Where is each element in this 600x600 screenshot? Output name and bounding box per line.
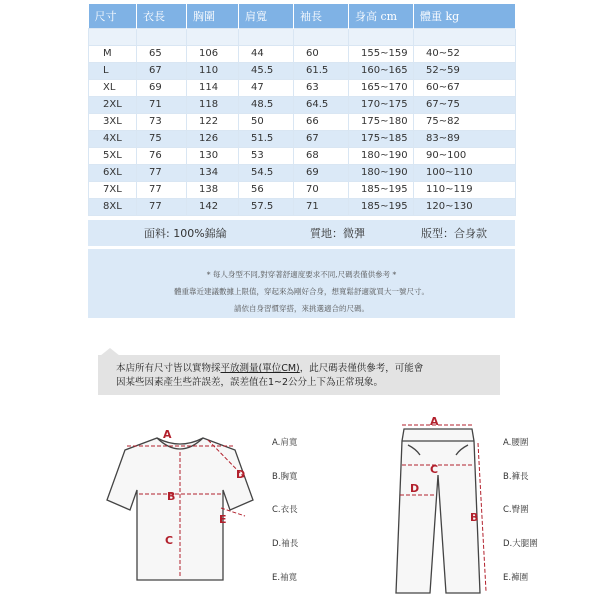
table-cell: 61.5	[294, 62, 349, 79]
table-row	[89, 62, 516, 79]
marker-d: D	[236, 468, 246, 481]
table-row	[89, 113, 516, 130]
table-cell: 118	[187, 96, 239, 113]
table-cell: 175~180	[349, 113, 414, 130]
size-chart	[88, 4, 515, 318]
fabric-info	[88, 216, 515, 246]
table-row	[89, 164, 516, 181]
table-cell: 63	[294, 79, 349, 96]
table-cell: 175~185	[349, 130, 414, 147]
table-cell: 65	[137, 45, 187, 62]
table-cell: 77	[137, 198, 187, 215]
marker-d: D	[410, 482, 420, 495]
measurement-disclaimer	[98, 355, 500, 395]
table-cell: 73	[137, 113, 187, 130]
table-cell: 142	[187, 198, 239, 215]
table-row	[89, 147, 516, 164]
size-cell: 7XL	[89, 181, 137, 198]
table-cell: 185~195	[349, 198, 414, 215]
table-cell: 110	[187, 62, 239, 79]
table-cell: 170~175	[349, 96, 414, 113]
header-sleeve: 袖長	[294, 4, 349, 28]
marker-b: B	[470, 511, 479, 524]
note-line: 請依自身習慣穿搭，來挑選適合的尺碼。	[234, 303, 369, 313]
pants-legend-e: E.褲圍	[503, 573, 529, 583]
table-cell: 106	[187, 45, 239, 62]
table-cell: 57.5	[239, 198, 294, 215]
header-height: 身高 cm	[349, 4, 414, 28]
fabric-fit: 版型：合身款	[421, 226, 487, 240]
size-cell: M	[89, 45, 137, 62]
marker-c: C	[430, 463, 439, 476]
table-cell: 48.5	[239, 96, 294, 113]
pants-outline	[396, 429, 480, 593]
table-cell: 122	[187, 113, 239, 130]
table-cell: 160~165	[349, 62, 414, 79]
marker-c: C	[165, 534, 174, 547]
table-row	[89, 198, 516, 215]
table-cell: 90~100	[414, 147, 516, 164]
table-header-row	[89, 4, 516, 28]
table-cell: 71	[137, 96, 187, 113]
table-row	[89, 79, 516, 96]
header-size: 尺寸	[89, 4, 137, 28]
shirt-legend-a: A.肩寬	[272, 438, 298, 448]
header-weight: 體重 kg	[414, 4, 516, 28]
table-cell: 165~170	[349, 79, 414, 96]
size-cell: 2XL	[89, 96, 137, 113]
table-cell: 100~110	[414, 164, 516, 181]
table-cell: 64.5	[294, 96, 349, 113]
size-cell: 8XL	[89, 198, 137, 215]
table-spacer-row	[89, 28, 516, 45]
marker-e: E	[219, 513, 227, 526]
table-cell: 40~52	[414, 45, 516, 62]
table-cell: 75	[137, 130, 187, 147]
fabric-material: 面料: 100%錦綸	[144, 226, 227, 240]
table-cell: 52~59	[414, 62, 516, 79]
table-cell: 66	[294, 113, 349, 130]
marker-a: A	[430, 415, 439, 428]
table-row	[89, 96, 516, 113]
table-cell: 77	[137, 181, 187, 198]
shirt-legend-b: B.胸寬	[272, 472, 298, 482]
size-cell: L	[89, 62, 137, 79]
marker-b: B	[167, 490, 176, 503]
fabric-texture: 質地：微彈	[310, 226, 365, 240]
table-cell: 130	[187, 147, 239, 164]
size-cell: 6XL	[89, 164, 137, 181]
size-table	[88, 4, 516, 216]
table-cell: 180~190	[349, 147, 414, 164]
table-cell: 44	[239, 45, 294, 62]
table-cell: 60~67	[414, 79, 516, 96]
table-cell: 180~190	[349, 164, 414, 181]
header-shoulder: 肩寬	[239, 4, 294, 28]
table-cell: 134	[187, 164, 239, 181]
table-cell: 83~89	[414, 130, 516, 147]
table-cell: 69	[137, 79, 187, 96]
size-cell: 4XL	[89, 130, 137, 147]
table-cell: 54.5	[239, 164, 294, 181]
table-cell: 47	[239, 79, 294, 96]
table-row	[89, 130, 516, 147]
table-row	[89, 181, 516, 198]
table-cell: 67	[294, 130, 349, 147]
table-cell: 67	[137, 62, 187, 79]
table-cell: 51.5	[239, 130, 294, 147]
table-cell: 68	[294, 147, 349, 164]
disclaimer-text: 本店所有尺寸皆以實物採	[116, 363, 221, 374]
pants-legend-b: B.褲長	[503, 472, 529, 482]
header-length: 衣長	[137, 4, 187, 28]
pants-legend-a: A.腰圍	[503, 438, 529, 448]
disclaimer-text: ，此尺碼表僅供參考，可能會	[299, 363, 424, 374]
disclaimer-unit: 平放測量(單位CM)	[220, 363, 300, 374]
table-cell: 56	[239, 181, 294, 198]
shirt-legend-e: E.袖寬	[272, 573, 298, 583]
table-cell: 60	[294, 45, 349, 62]
note-line: 體重靠近建議數據上限值，穿起來為剛好合身，想寬鬆舒適就買大一號尺寸。	[174, 286, 429, 296]
table-cell: 45.5	[239, 62, 294, 79]
table-cell: 71	[294, 198, 349, 215]
shirt-legend-c: C.衣長	[272, 505, 298, 515]
size-notes	[88, 246, 515, 318]
shirt-legend-d: D.袖長	[272, 539, 299, 549]
table-cell: 77	[137, 164, 187, 181]
size-cell: 3XL	[89, 113, 137, 130]
table-cell: 70	[294, 181, 349, 198]
pants-legend-c: C.臀圍	[503, 505, 529, 515]
table-cell: 138	[187, 181, 239, 198]
table-cell: 155~159	[349, 45, 414, 62]
table-cell: 75~82	[414, 113, 516, 130]
size-cell: 5XL	[89, 147, 137, 164]
table-cell: 110~119	[414, 181, 516, 198]
table-cell: 76	[137, 147, 187, 164]
table-cell: 126	[187, 130, 239, 147]
table-cell: 53	[239, 147, 294, 164]
table-cell: 67~75	[414, 96, 516, 113]
size-cell: XL	[89, 79, 137, 96]
marker-a: A	[163, 428, 172, 441]
table-cell: 120~130	[414, 198, 516, 215]
table-cell: 69	[294, 164, 349, 181]
pants-diagram	[390, 415, 490, 600]
pants-legend-d: D.大腿圍	[503, 539, 538, 549]
table-cell: 114	[187, 79, 239, 96]
table-row	[89, 45, 516, 62]
header-chest: 胸圍	[187, 4, 239, 28]
table-cell: 50	[239, 113, 294, 130]
table-cell: 185~195	[349, 181, 414, 198]
disclaimer-text: 因某些因素產生些許誤差，誤差值在1~2公分上下為正常現象。	[116, 377, 384, 388]
shirt-diagram	[95, 420, 265, 590]
note-line: * 每人身型不同,對穿著舒適度要求不同,尺碼表僅供參考 *	[206, 269, 397, 279]
